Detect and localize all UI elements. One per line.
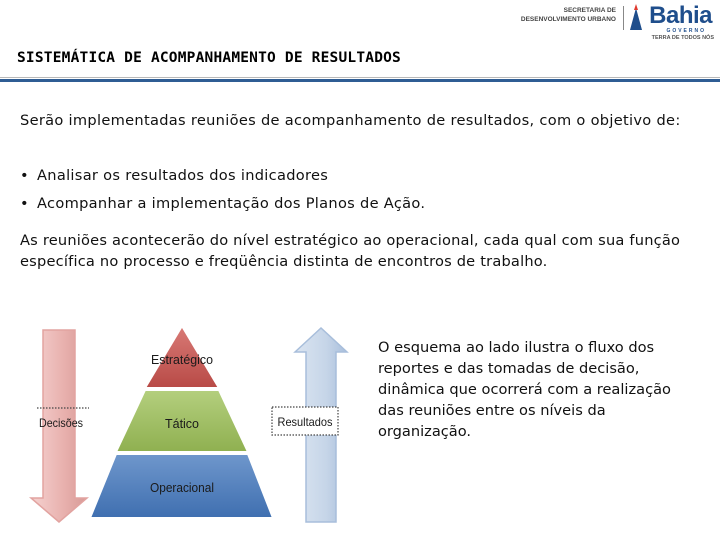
list-item: • Analisar os resultados dos indicadores <box>20 165 700 186</box>
objectives-list <box>20 165 700 221</box>
list-item: • Acompanhar a implementação dos Planos de Ação. <box>20 193 700 214</box>
intro-paragraph: Serão implementadas reuniões de acompanhamento de resultados, com o objetivo de: <box>20 112 681 129</box>
decisions-label: Decisões <box>39 416 83 430</box>
organization-levels-diagram <box>0 318 360 540</box>
bahia-brand: Bahia <box>649 2 712 29</box>
meetings-paragraph: As reuniões acontecerão do nível estratégico ao operacional, cada qual com sua função específica no processo e freqüência distinta de encontros de trabalho. <box>20 232 681 270</box>
diagram-caption: O esquema ao lado ilustra o fluxo dos reportes e das tomadas de decisão, dinâmica que ocorrerá com a realização das reuniões entre os níveis da organização. <box>378 339 671 440</box>
level-label-tactical: Tático <box>165 416 199 431</box>
bahia-emblem-icon <box>626 2 646 32</box>
secretaria-logo-text <box>521 7 616 24</box>
desenvolvimento-line: DESENVOLVIMENTO URBANO <box>520 15 616 23</box>
logo-divider <box>623 6 624 30</box>
bahia-tagline: TERRA DE TODOS NÓS <box>651 35 714 41</box>
page-title: SISTEMÁTICA DE ACOMPANHAMENTO DE RESULTADOS <box>17 50 401 66</box>
bahia-governo: GOVERNO <box>666 28 706 34</box>
results-label: Resultados <box>277 415 333 429</box>
title-rule-thin <box>0 77 720 78</box>
level-label-strategic: Estratégico <box>151 352 213 367</box>
title-rule <box>0 79 720 82</box>
level-label-operational: Operacional <box>150 480 215 495</box>
secretaria-line: SECRETARIA DE <box>563 7 616 14</box>
header-logos <box>520 0 720 46</box>
